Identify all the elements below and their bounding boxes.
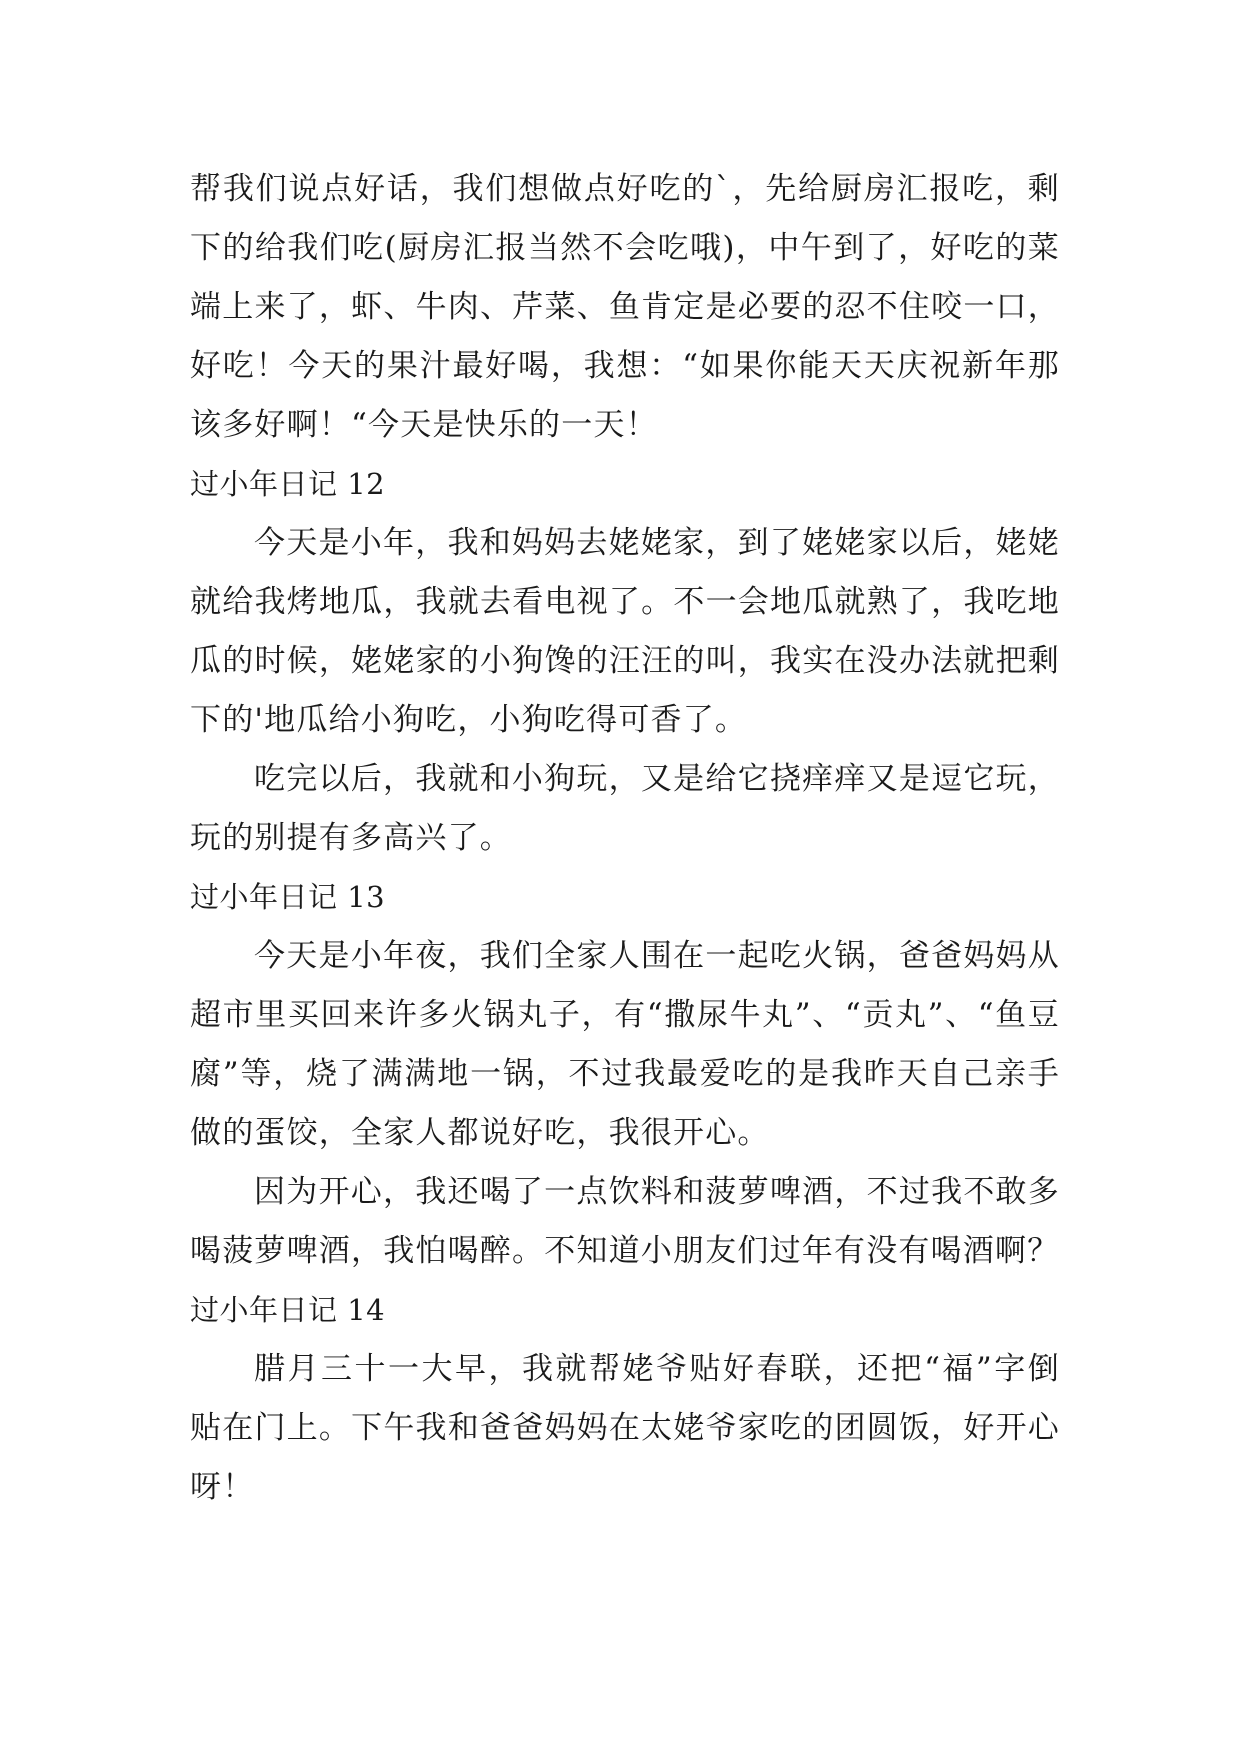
section-12-paragraph-1: 今天是小年，我和妈妈去姥姥家，到了姥姥家以后，姥姥就给我烤地瓜，我就去看电视了。不一会地瓜就熟了，我吃地瓜的时候，姥姥家的小狗馋的汪汪的叫，我实在没办法就把剩下的'地瓜给小狗吃，小狗吃得可香了。 <box>190 525 1060 738</box>
section-13-paragraph-1: 今天是小年夜，我们全家人围在一起吃火锅，爸爸妈妈从超市里买回来许多火锅丸子，有“撒尿牛丸”、“贡丸”、“鱼豆腐”等，烧了满满地一锅，不过我最爱吃的是我昨天自己亲手做的蛋饺，全家人都说好吃，我很开心。 <box>190 938 1060 1151</box>
section-title-14: 过小年日记 14 <box>190 1293 386 1327</box>
section-12-paragraph-2: 吃完以后，我就和小狗玩，又是给它挠痒痒又是逗它玩，玩的别提有多高兴了。 <box>190 761 1060 856</box>
document-page <box>190 160 1060 1517</box>
section-13-paragraph-2: 因为开心，我还喝了一点饮料和菠萝啤酒，不过我不敢多喝菠萝啤酒，我怕喝醉。不知道小朋友们过年有没有喝酒啊？ <box>190 1174 1060 1269</box>
intro-paragraph: 帮我们说点好话，我们想做点好吃的`，先给厨房汇报吃，剩下的给我们吃(厨房汇报当然不会吃哦)，中午到了，好吃的菜端上来了，虾、牛肉、芹菜、鱼肯定是必要的忍不住咬一口，好吃！今天的果汁最好喝，我想：“如果你能天天庆祝新年那该多好啊！“今天是快乐的一天！ <box>190 171 1060 443</box>
section-14-paragraph-1: 腊月三十一大早，我就帮姥爷贴好春联，还把“福”字倒贴在门上。下午我和爸爸妈妈在太姥爷家吃的团圆饭，好开心呀！ <box>190 1351 1060 1505</box>
section-title-12: 过小年日记 12 <box>190 467 386 501</box>
section-title-13: 过小年日记 13 <box>190 880 386 914</box>
